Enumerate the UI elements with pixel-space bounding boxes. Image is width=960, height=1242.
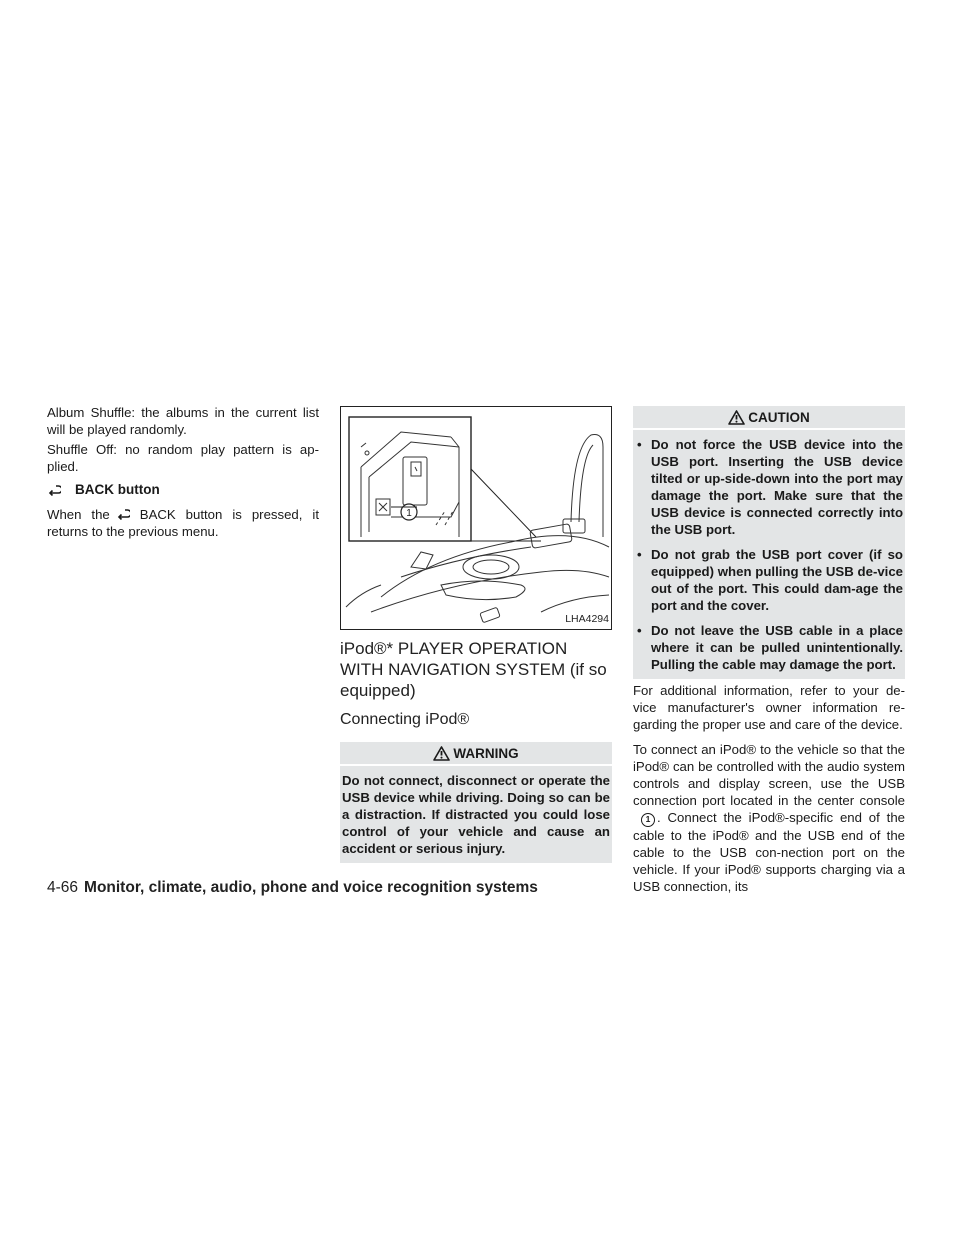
page-footer xyxy=(47,879,538,897)
shuffle-off-text: Shuffle Off: no random play pattern is ap-plied. xyxy=(47,442,319,474)
caution-heading-label: CAUTION xyxy=(748,409,810,425)
caution-triangle-icon xyxy=(728,410,745,425)
back-text-post: BACK button is pressed, it returns to the previous menu. xyxy=(47,507,319,539)
callout-1-icon: 1 xyxy=(641,813,655,827)
column-right xyxy=(633,406,905,895)
callout-number: 1 xyxy=(406,508,412,519)
warning-heading-label: WARNING xyxy=(453,745,519,761)
caution-item-text: Do not grab the USB port cover (if so equipped) when pulling the USB de-vice out of the port. This could dam-age the port and the cover. xyxy=(651,547,903,613)
caution-item: • Do not force the USB device into the USB port. Inserting the USB device tilted or up-side-down into the port may damage the port. Make sure that the USB device is connected correctly into the USB port. xyxy=(637,437,903,537)
warning-heading xyxy=(340,742,612,764)
back-text-pre: When the xyxy=(47,507,110,522)
column-left xyxy=(47,404,319,540)
column-middle xyxy=(340,406,612,863)
back-arrow-icon xyxy=(47,484,61,496)
connect-ipod-text xyxy=(633,741,905,895)
chapter-title: Monitor, climate, audio, phone and voice recognition systems xyxy=(84,879,538,896)
warning-box xyxy=(340,742,612,863)
back-arrow-icon xyxy=(110,508,140,520)
caution-item: • Do not grab the USB port cover (if so equipped) when pulling the USB de-vice out of the port. This could dam-age the port and the cover. xyxy=(637,547,903,613)
album-shuffle-text: Album Shuffle: the albums in the current list will be played randomly. xyxy=(47,405,319,437)
section-subtitle: Connecting iPod® xyxy=(340,711,470,728)
warning-body xyxy=(340,764,612,857)
back-button-text xyxy=(47,506,319,540)
back-button-heading xyxy=(47,481,319,498)
back-button-heading-label: BACK button xyxy=(75,482,160,497)
usb-port-illustration xyxy=(340,406,612,630)
warning-text: Do not connect, disconnect or operate the USB device while driving. Doing so can be a distraction. If distracted you could lose control of your vehicle and cause an accident or serious injury. xyxy=(342,773,610,856)
connect-text-post: . Connect the iPod®-specific end of the cable to the iPod® and the USB end of the cable to the USB con-nection port on the vehicle. If your iPod® supports charging via a USB connection, its xyxy=(633,810,905,894)
connect-text-pre: To connect an iPod® to the vehicle so that the iPod® can be controlled with the audio system controls and display screen, use the USB connection port located in the center console xyxy=(633,742,905,808)
caution-item-text: Do not leave the USB cable in a place where it can be pulled unintentionally. Pulling the cable may damage the port. xyxy=(651,623,903,672)
section-title: iPod®* PLAYER OPERATION WITH NAVIGATION SYSTEM (if so equipped) xyxy=(340,639,607,700)
caution-body xyxy=(633,428,905,673)
page-number: 4-66 xyxy=(47,879,79,896)
figure-label: LHA4294 xyxy=(565,613,609,625)
warning-triangle-icon xyxy=(433,746,450,761)
caution-heading xyxy=(633,406,905,428)
additional-info-text: For additional information, refer to your de-vice manufacturer's owner information re-garding the proper use and care of the device. xyxy=(633,683,905,732)
caution-item: • Do not leave the USB cable in a place where it can be pulled unintentionally. Pulling the cable may damage the port. xyxy=(637,623,903,672)
caution-box xyxy=(633,406,905,679)
caution-item-text: Do not force the USB device into the USB port. Inserting the USB device tilted or up-side-down into the port may damage the port. Make sure that the USB device is connected correctly into the USB port. xyxy=(651,437,903,537)
